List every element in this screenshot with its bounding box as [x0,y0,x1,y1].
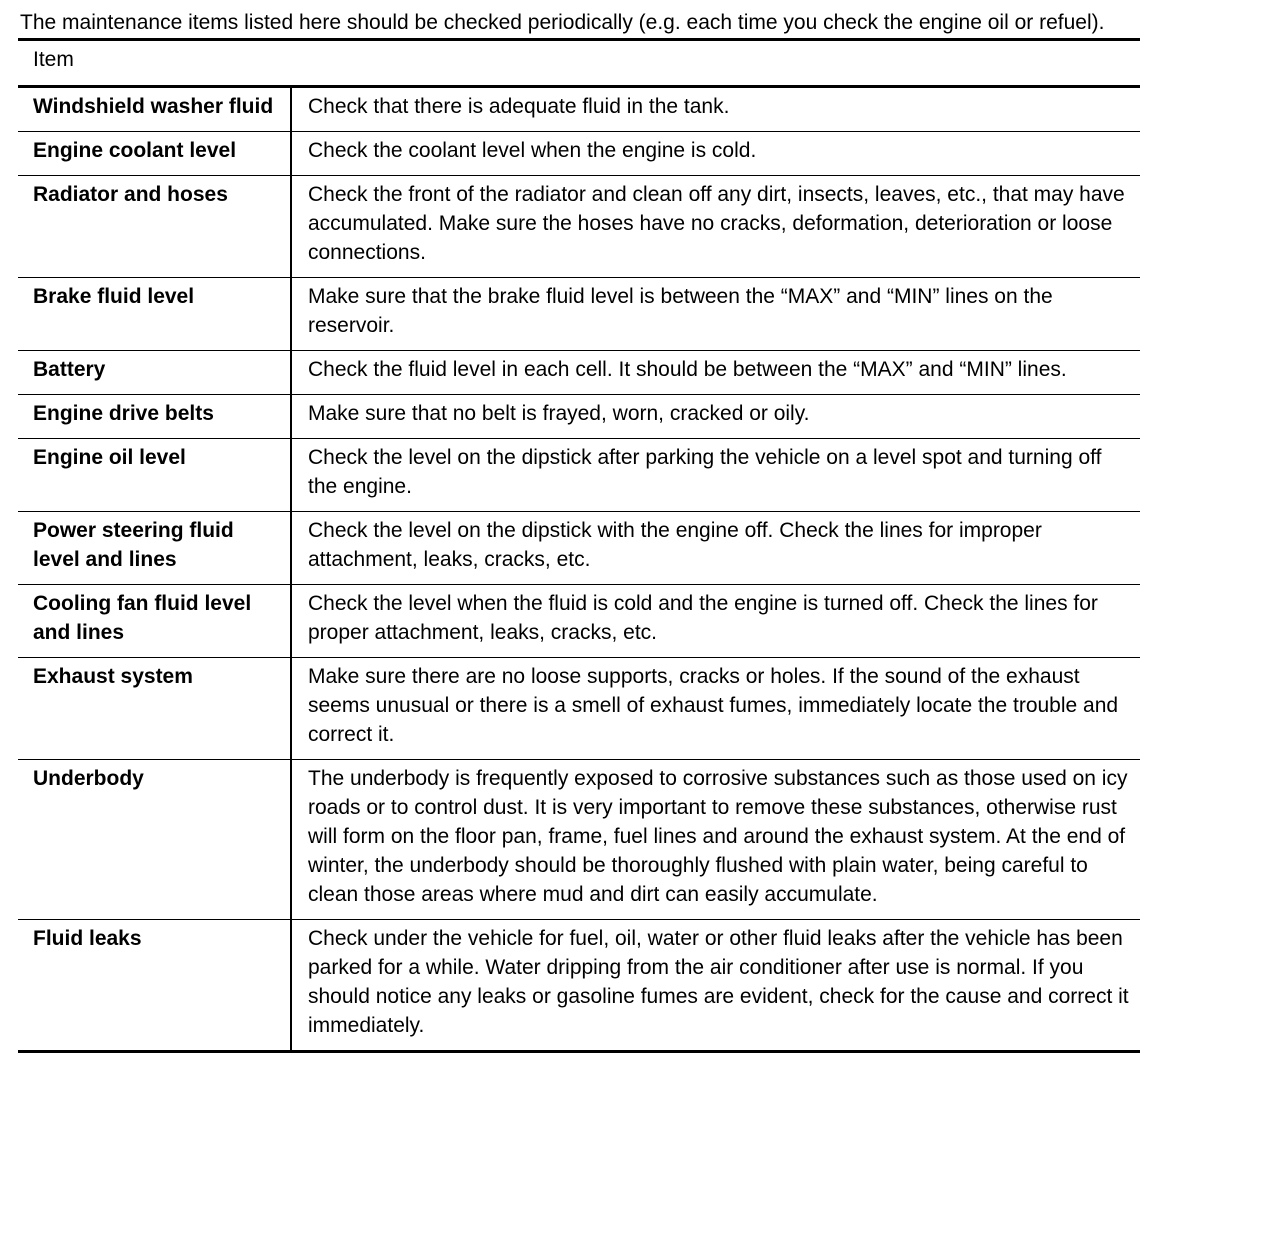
item-name: Brake fluid level [18,278,291,351]
item-name: Engine drive belts [18,395,291,439]
table-body [18,87,1140,1052]
item-description: Check the level on the dipstick after parking the vehicle on a level spot and turning off the engine. [291,439,1140,512]
table-row [18,760,1140,920]
table-row [18,351,1140,395]
item-description: The underbody is frequently exposed to corrosive substances such as those used on icy roads or to control dust. It is very important to remove these substances, otherwise rust will form on the floor pan, frame, fuel lines and around the exhaust system. At the end of winter, the underbody should be thoroughly flushed with plain water, being careful to clean those areas where mud and dirt can easily accumulate. [291,760,1140,920]
maintenance-table [18,38,1140,1053]
item-description: Check that there is adequate fluid in the tank. [291,87,1140,132]
table-row [18,87,1140,132]
item-name: Power steering fluid level and lines [18,512,291,585]
table-row [18,132,1140,176]
item-description: Check the front of the radiator and clean off any dirt, insects, leaves, etc., that may have accumulated. Make sure the hoses have no cracks, deformation, deterioration or loose connections. [291,176,1140,278]
table-row [18,920,1140,1052]
item-name: Exhaust system [18,658,291,760]
item-name: Battery [18,351,291,395]
table-row [18,395,1140,439]
item-name: Cooling fan fluid level and lines [18,585,291,658]
table-row [18,512,1140,585]
item-name: Windshield washer fluid [18,87,291,132]
item-description: Check the level on the dipstick with the engine off. Check the lines for improper attachment, leaks, cracks, etc. [291,512,1140,585]
item-name: Engine coolant level [18,132,291,176]
table-row [18,278,1140,351]
intro-text: The maintenance items listed here should be checked periodically (e.g. each time you check the engine oil or refuel). [20,11,1105,34]
item-name: Engine oil level [18,439,291,512]
item-name: Underbody [18,760,291,920]
item-description: Make sure that no belt is frayed, worn, cracked or oily. [291,395,1140,439]
item-description: Make sure there are no loose supports, cracks or holes. If the sound of the exhaust seems unusual or there is a smell of exhaust fumes, immediately locate the trouble and correct it. [291,658,1140,760]
table-header-row [18,40,1140,87]
item-description: Check the fluid level in each cell. It should be between the “MAX” and “MIN” lines. [291,351,1140,395]
table-row [18,658,1140,760]
maintenance-table-container [18,38,1140,1053]
column-header-item: Item [18,40,1140,87]
table-row [18,176,1140,278]
item-description: Check under the vehicle for fuel, oil, water or other fluid leaks after the vehicle has been parked for a while. Water dripping from the air conditioner after use is normal. If you should notice any leaks or gasoline fumes are evident, check for the cause and correct it immediately. [291,920,1140,1052]
item-description: Make sure that the brake fluid level is between the “MAX” and “MIN” lines on the reservoir. [291,278,1140,351]
item-description: Check the level when the fluid is cold and the engine is turned off. Check the lines for proper attachment, leaks, cracks, etc. [291,585,1140,658]
table-row [18,585,1140,658]
item-name: Radiator and hoses [18,176,291,278]
table-row [18,439,1140,512]
item-name: Fluid leaks [18,920,291,1052]
item-description: Check the coolant level when the engine is cold. [291,132,1140,176]
